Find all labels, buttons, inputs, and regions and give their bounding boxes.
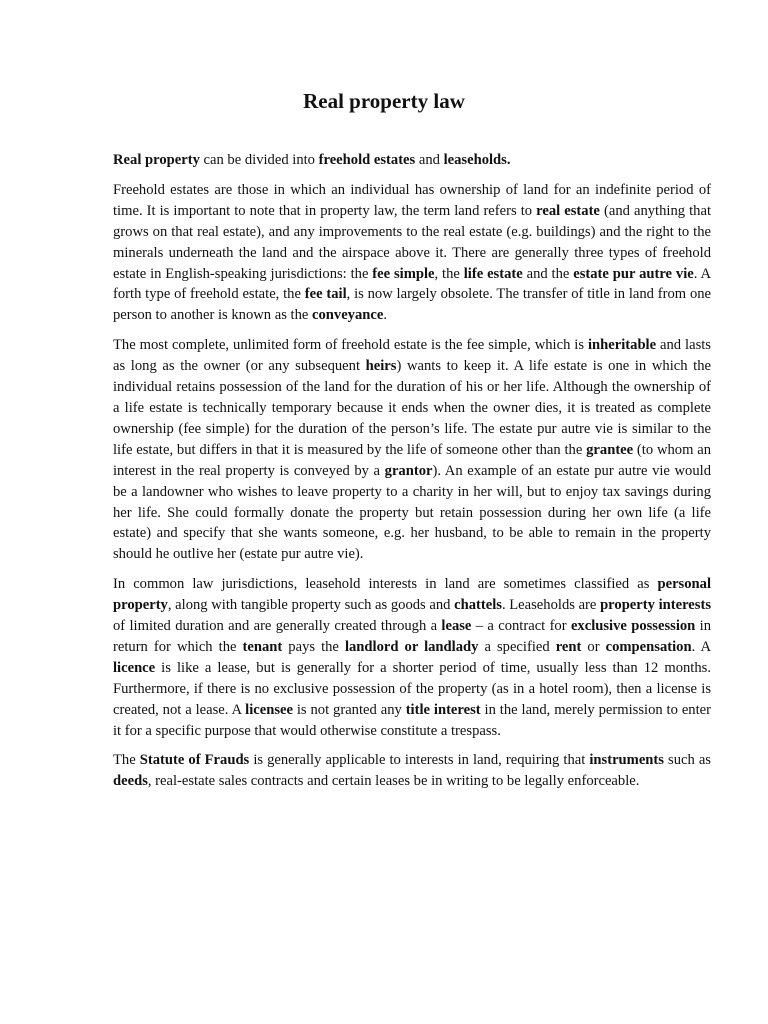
bold-term: landlord or landlady: [344, 638, 479, 655]
text-run: such as: [663, 752, 711, 769]
text-run: is like a lease, but is generally for a shorter period of time, usually less than 12 months. Furthermore, if there is no exclusive possession of the property (as in a hotel room), then a license is created, not a lease. A: [113, 659, 711, 718]
bold-term: conveyance: [312, 307, 384, 324]
text-run: and the: [522, 265, 574, 282]
text-run: (and anything that grows on that real estate), and any improvements to the real estate (e.g. buildings) and the right to the minerals underneath the land and the airspace above it. There are generally three types of freehold estate in English-speaking jurisdictions: the: [113, 202, 712, 282]
text-run: The most complete, unlimited form of freehold estate is the fee simple, which is: [113, 337, 588, 354]
text-run: In common law jurisdictions, leasehold interests in land are sometimes classified as: [113, 576, 658, 593]
text-run: is generally applicable to interests in land, requiring that: [249, 752, 590, 769]
bold-term: title interest: [405, 701, 481, 718]
bold-term: deeds: [113, 773, 148, 790]
text-run: – a contract for: [471, 618, 571, 635]
bold-term: fee tail: [304, 286, 347, 303]
bold-term: Statute of Frauds: [139, 752, 250, 769]
text-run: (to whom an interest in the real property is conveyed by a: [113, 441, 711, 479]
text-run: pays the: [282, 638, 345, 655]
paragraph-5: [113, 750, 711, 792]
bold-term: real estate: [536, 202, 600, 219]
text-run: and lasts as long as the owner (or any subsequent: [113, 337, 711, 375]
document-body: [113, 150, 711, 801]
bold-term: estate pur autre vie: [573, 265, 694, 282]
page-title: Real property law: [303, 89, 465, 113]
bold-term: licensee: [245, 701, 293, 718]
bold-term: grantor: [384, 462, 433, 479]
bold-term: instruments: [589, 752, 664, 769]
bold-term: leaseholds.: [443, 152, 511, 168]
bold-term: fee simple: [372, 265, 435, 282]
paragraph-2: [113, 180, 711, 326]
bold-term: freehold estates: [318, 152, 416, 168]
text-run: ) wants to keep it. A life estate is one in which the individual retains possession of the land for the duration of his or her life. Although the ownership of a life estate is technically temporary because it ends when the owner dies, it is treated as complete ownership (fee simple) for the duration of the person’s life. The estate pur autre vie is similar to the life estate, but differs in that it is measured by the life of someone other than the: [113, 358, 712, 458]
text-run: , is now largely obsolete. The transfer of title in land from one person to another is known as the: [113, 286, 712, 324]
bold-term: tenant: [242, 638, 283, 655]
text-run: . A forth type of freehold estate, the: [113, 265, 711, 303]
text-run: in return for which the: [113, 618, 711, 655]
bold-term: lease: [441, 618, 472, 635]
bold-term: licence: [113, 659, 156, 676]
text-run: and: [415, 152, 444, 168]
paragraph-1: [113, 150, 711, 171]
bold-term: chattels: [454, 597, 502, 614]
bold-term: grantee: [586, 441, 634, 458]
bold-term: Real property: [113, 152, 200, 168]
text-run: of limited duration and are generally created through a: [113, 618, 442, 635]
text-run: , the: [434, 265, 464, 282]
text-run: .: [383, 307, 388, 324]
bold-term: rent: [555, 638, 582, 655]
text-run: in the land, merely permission to enter it for a specific purpose that would otherwise constitute a trespass.: [113, 701, 711, 739]
bold-term: property interests: [600, 597, 711, 614]
text-run: , real-estate sales contracts and certain leases be in writing to be legally enforceable.: [147, 773, 640, 790]
text-run: can be divided into: [199, 152, 319, 168]
text-run: , along with tangible property such as goods and: [167, 597, 455, 614]
text-run: or: [581, 638, 606, 655]
text-run: . A: [691, 638, 711, 655]
paragraph-4: [113, 574, 711, 741]
text-run: a specified: [478, 638, 556, 655]
text-run: . Leaseholds are: [501, 597, 601, 614]
bold-term: exclusive possession: [570, 618, 696, 635]
bold-term: life estate: [463, 265, 523, 282]
bold-term: compensation: [605, 638, 692, 655]
text-run: The: [113, 752, 140, 769]
paragraph-3: [113, 335, 711, 565]
bold-term: heirs: [365, 358, 397, 375]
text-run: is not granted any: [292, 701, 406, 718]
bold-term: personal property: [113, 576, 711, 614]
text-run: Freehold estates are those in which an individual has ownership of land for an indefinite period of time. It is important to note that in property law, the term land refers to: [113, 181, 711, 219]
bold-term: inheritable: [587, 337, 657, 354]
text-run: ). An example of an estate pur autre vie would be a landowner who wishes to leave property to a charity in her will, but to enjoy tax savings during her life. She could formally donate the property but retain possession during her own life (a life estate) and specify that she wants someone, e.g. her husband, to be able to remain in the property should he outlive her (estate pur autre vie).: [113, 462, 711, 563]
